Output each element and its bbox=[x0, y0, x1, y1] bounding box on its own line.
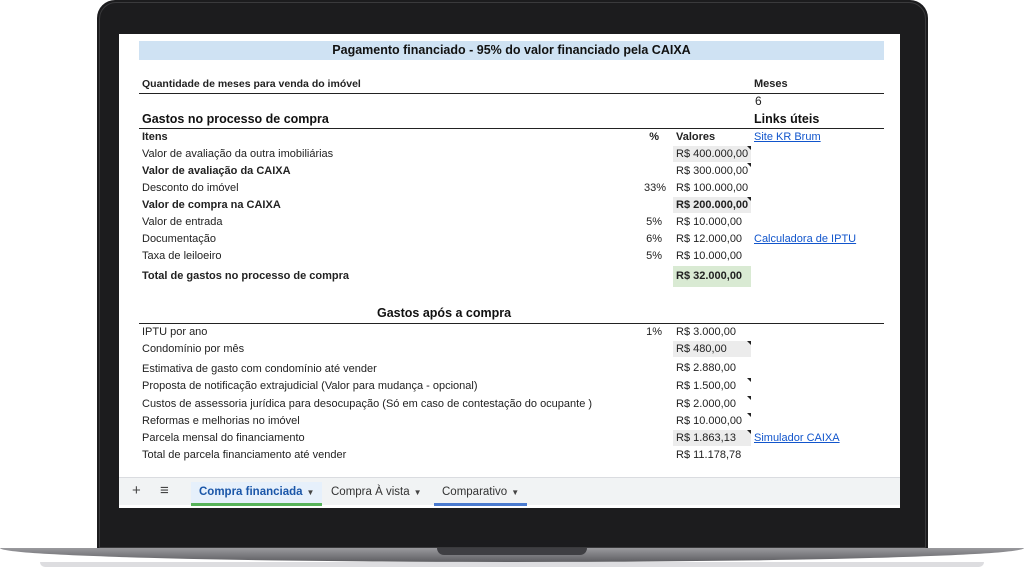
row-label: Valor de compra na CAIXA bbox=[142, 199, 281, 211]
tab-comparativo[interactable] bbox=[434, 482, 527, 506]
total-label: Total de gastos no processo de compra bbox=[142, 270, 350, 282]
row-value[interactable]: R$ 12.000,00 bbox=[676, 233, 743, 245]
row-value[interactable]: R$ 2.880,00 bbox=[676, 362, 736, 374]
row-value[interactable]: R$ 200.000,00 bbox=[673, 197, 751, 213]
divider bbox=[139, 93, 884, 94]
note-indicator bbox=[747, 163, 751, 167]
row-label: Parcela mensal do financiamento bbox=[142, 432, 305, 444]
row-value[interactable]: R$ 2.000,00 bbox=[676, 398, 736, 410]
note-indicator bbox=[747, 413, 751, 417]
sheet-title: Pagamento financiado - 95% do valor financiado pela CAIXA bbox=[139, 41, 884, 60]
chevron-down-icon[interactable]: ▼ bbox=[511, 488, 520, 497]
divider bbox=[139, 128, 884, 129]
row-value[interactable]: R$ 480,00 bbox=[673, 341, 751, 357]
row-pct: 33% bbox=[643, 182, 666, 194]
note-indicator bbox=[747, 430, 751, 434]
row-label: Reformas e melhorias no imóvel bbox=[142, 415, 300, 427]
tab-label: Compra À vista bbox=[331, 486, 410, 498]
row-value[interactable]: R$ 3.000,00 bbox=[676, 326, 736, 338]
row-label: Valor de entrada bbox=[142, 216, 223, 228]
note-indicator bbox=[747, 146, 751, 150]
laptop-shadow bbox=[40, 562, 984, 567]
row-pct: 5% bbox=[646, 216, 662, 228]
row-label: Taxa de leiloeiro bbox=[142, 250, 222, 262]
link-site-kr-brum[interactable]: Site KR Brum bbox=[754, 131, 821, 143]
chevron-down-icon[interactable]: ▼ bbox=[306, 488, 315, 497]
row-label: Estimativa de gasto com condomínio até vender bbox=[142, 363, 377, 375]
total-value[interactable]: R$ 32.000,00 bbox=[673, 266, 751, 287]
note-indicator bbox=[747, 378, 751, 382]
row-pct: 1% bbox=[646, 326, 662, 338]
tab-label: Comparativo bbox=[442, 486, 508, 498]
row-value[interactable]: R$ 10.000,00 bbox=[676, 415, 743, 427]
row-value[interactable]: R$ 11.178,78 bbox=[676, 449, 742, 461]
note-indicator bbox=[747, 197, 751, 201]
row-label: IPTU por ano bbox=[142, 326, 208, 338]
add-sheet-icon[interactable]: + bbox=[132, 482, 141, 499]
row-label: Documentação bbox=[142, 233, 216, 245]
note-indicator bbox=[747, 341, 751, 345]
row-label: Valor de avaliação da CAIXA bbox=[142, 165, 291, 177]
all-sheets-menu-icon[interactable]: ≡ bbox=[160, 482, 169, 499]
row-value[interactable]: R$ 10.000,00 bbox=[676, 216, 743, 228]
months-header: Meses bbox=[754, 78, 788, 90]
row-value[interactable]: R$ 10.000,00 bbox=[676, 250, 743, 262]
section-after-purchase-title: Gastos após a compra bbox=[377, 306, 512, 320]
tab-label: Compra financiada bbox=[199, 486, 303, 498]
col-items-header: Itens bbox=[142, 131, 168, 143]
spreadsheet-screen bbox=[119, 34, 900, 508]
tab-compra-financiada[interactable] bbox=[191, 482, 322, 506]
section-purchase-title: Gastos no processo de compra bbox=[142, 112, 329, 126]
link-simulador-caixa[interactable]: Simulador CAIXA bbox=[754, 432, 840, 444]
row-label: Valor de avaliação da outra imobiliárias bbox=[142, 148, 334, 160]
row-pct: 5% bbox=[646, 250, 662, 262]
chevron-down-icon[interactable]: ▼ bbox=[413, 488, 422, 497]
row-label: Proposta de notificação extrajudicial (Valor para mudança - opcional) bbox=[142, 380, 478, 392]
row-label: Total de parcela financiamento até vender bbox=[142, 449, 347, 461]
col-pct-header: % bbox=[649, 131, 659, 143]
row-value[interactable]: R$ 400.000,00 bbox=[673, 146, 751, 162]
sheet-tab-bar bbox=[119, 477, 900, 505]
row-value[interactable]: R$ 1.863,13 bbox=[673, 430, 751, 446]
row-label: Custos de assessoria jurídica para desocupação (Só em caso de contestação do ocupante ) bbox=[142, 398, 593, 410]
divider bbox=[139, 323, 884, 324]
row-value[interactable]: R$ 1.500,00 bbox=[676, 380, 736, 392]
links-title: Links úteis bbox=[754, 112, 820, 126]
row-label: Condomínio por mês bbox=[142, 343, 245, 355]
col-values-header: Valores bbox=[676, 131, 716, 143]
row-label: Desconto do imóvel bbox=[142, 182, 239, 194]
tab-compra-a-vista[interactable] bbox=[323, 482, 430, 506]
laptop-notch bbox=[437, 548, 587, 555]
months-value[interactable]: 6 bbox=[755, 94, 762, 108]
note-indicator bbox=[747, 396, 751, 400]
row-value[interactable]: R$ 300.000,00 bbox=[676, 165, 749, 177]
months-label: Quantidade de meses para venda do imóvel bbox=[142, 78, 361, 90]
row-value[interactable]: R$ 100.000,00 bbox=[676, 182, 749, 194]
row-pct: 6% bbox=[646, 233, 662, 245]
link-calculadora-iptu[interactable]: Calculadora de IPTU bbox=[754, 233, 857, 245]
